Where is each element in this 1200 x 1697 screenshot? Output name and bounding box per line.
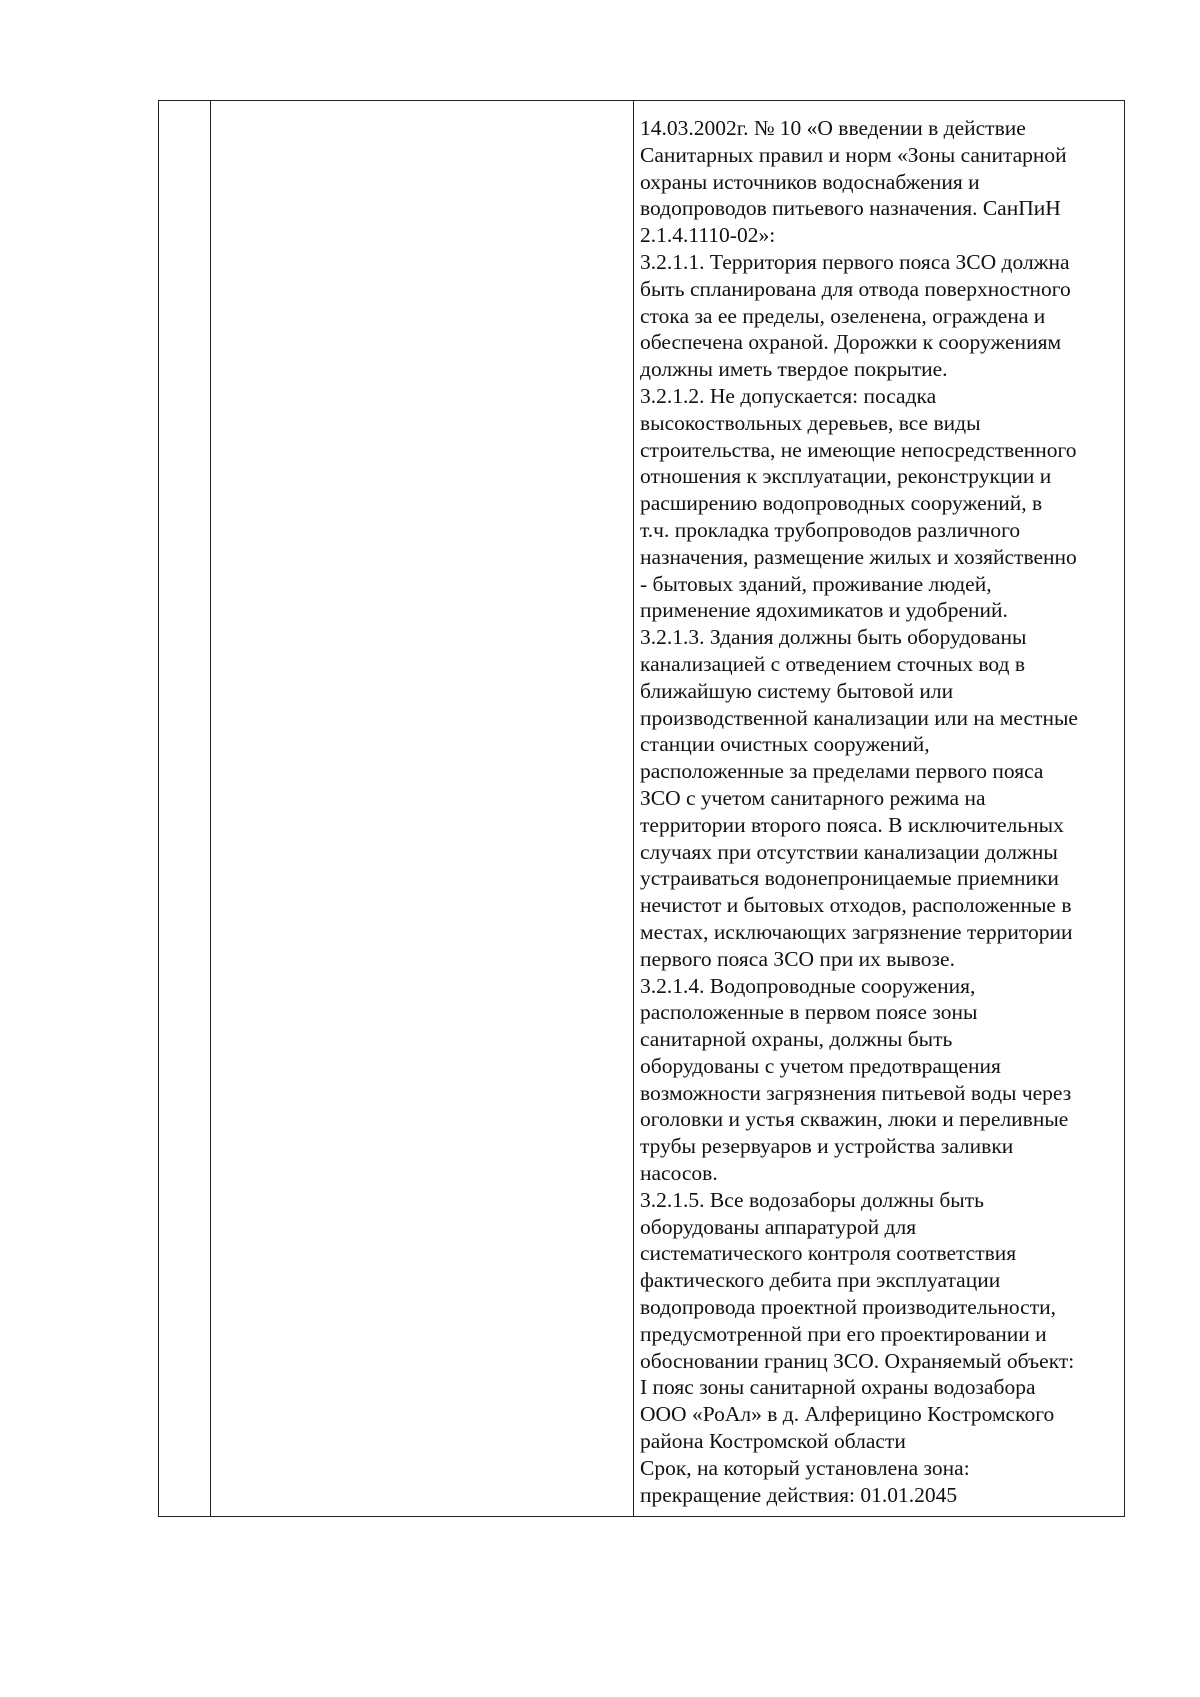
text-line: 3.2.1.4. Водопроводные сооружения, — [640, 973, 976, 998]
text-line: высокоствольных деревьев, все виды — [640, 410, 981, 435]
text-line: обосновании границ ЗСО. Охраняемый объект: — [640, 1348, 1075, 1373]
text-line: первого пояса ЗСО при их вывозе. — [640, 946, 955, 971]
text-line: быть спланирована для отвода поверхностного — [640, 276, 1071, 301]
text-line: Срок, на который установлена зона: — [640, 1455, 970, 1480]
table-cell-description — [634, 101, 1125, 1517]
text-line: расположенные за пределами первого пояса — [640, 759, 1044, 784]
text-line: назначения, размещение жилых и хозяйственно — [640, 544, 1077, 569]
text-line: фактического дебита при эксплуатации — [640, 1268, 1001, 1293]
text-line: нечистот и бытовых отходов, расположенные в — [640, 893, 1072, 918]
text-line: 3.2.1.3. Здания должны быть оборудованы — [640, 625, 1027, 650]
text-line: предусмотренной при его проектировании и — [640, 1321, 1047, 1346]
text-line: трубы резервуаров и устройства заливки — [640, 1134, 1014, 1159]
text-line: 2.1.4.1110-02»: — [640, 223, 776, 248]
text-line: расположенные в первом поясе зоны — [640, 1000, 978, 1025]
text-line: оголовки и устья скважин, люки и переливные — [640, 1107, 1069, 1132]
text-line: должны иметь твердое покрытие. — [640, 357, 948, 382]
text-line: водопроводов питьевого назначения. СанПиН — [640, 196, 1061, 221]
description-text — [634, 101, 1124, 1508]
text-line: 14.03.2002г. № 10 «О введении в действие — [640, 116, 1026, 140]
text-line: отношения к эксплуатации, реконструкции и — [640, 464, 1052, 489]
text-line: станции очистных сооружений, — [640, 732, 930, 757]
text-line: производственной канализации или на местные — [640, 705, 1078, 730]
text-line: расширению водопроводных сооружений, в — [640, 491, 1043, 516]
table-cell-name — [211, 101, 634, 1517]
text-line: территории второго пояса. В исключительных — [640, 812, 1064, 837]
text-line: применение ядохимикатов и удобрений. — [640, 598, 1008, 623]
text-line: канализацией с отведением сточных вод в — [640, 651, 1026, 676]
text-line: Санитарных правил и норм «Зоны санитарной — [640, 142, 1067, 167]
text-line: случаях при отсутствии канализации должны — [640, 839, 1058, 864]
text-line: ООО «РоАл» в д. Алферицино Костромского — [640, 1402, 1055, 1427]
table-row — [159, 101, 1125, 1517]
table-cell-number — [159, 101, 211, 1517]
text-line: 3.2.1.5. Все водозаборы должны быть — [640, 1187, 984, 1212]
text-line: возможности загрязнения питьевой воды через — [640, 1080, 1072, 1105]
text-line: ближайшую систему бытовой или — [640, 678, 954, 703]
text-line: оборудованы аппаратурой для — [640, 1214, 917, 1239]
text-line: устраиваться водонепроницаемые приемники — [640, 866, 1059, 891]
text-line: - бытовых зданий, проживание людей, — [640, 571, 992, 596]
text-line: ЗСО с учетом санитарного режима на — [640, 785, 986, 810]
document-table — [158, 100, 1125, 1517]
text-line: водопровода проектной производительности, — [640, 1295, 1056, 1320]
text-line: 3.2.1.1. Территория первого пояса ЗСО должна — [640, 249, 1070, 274]
text-line: стока за ее пределы, озеленена, ограждена и — [640, 303, 1046, 328]
text-line: I пояс зоны санитарной охраны водозабора — [640, 1375, 1036, 1400]
text-line: систематического контроля соответствия — [640, 1241, 1017, 1266]
text-line: местах, исключающих загрязнение территории — [640, 919, 1073, 944]
text-line: района Костромской области — [640, 1429, 906, 1454]
text-line: охраны источников водоснабжения и — [640, 169, 980, 194]
text-line: 3.2.1.2. Не допускается: посадка — [640, 383, 937, 408]
text-line: насосов. — [640, 1161, 718, 1186]
text-line: оборудованы с учетом предотвращения — [640, 1053, 1001, 1078]
text-line: санитарной охраны, должны быть — [640, 1027, 953, 1052]
text-line: т.ч. прокладка трубопроводов различного — [640, 517, 1021, 542]
text-line: прекращение действия: 01.01.2045 — [640, 1482, 958, 1507]
text-line: строительства, не имеющие непосредственного — [640, 437, 1077, 462]
text-line: обеспечена охраной. Дорожки к сооружениям — [640, 330, 1062, 355]
